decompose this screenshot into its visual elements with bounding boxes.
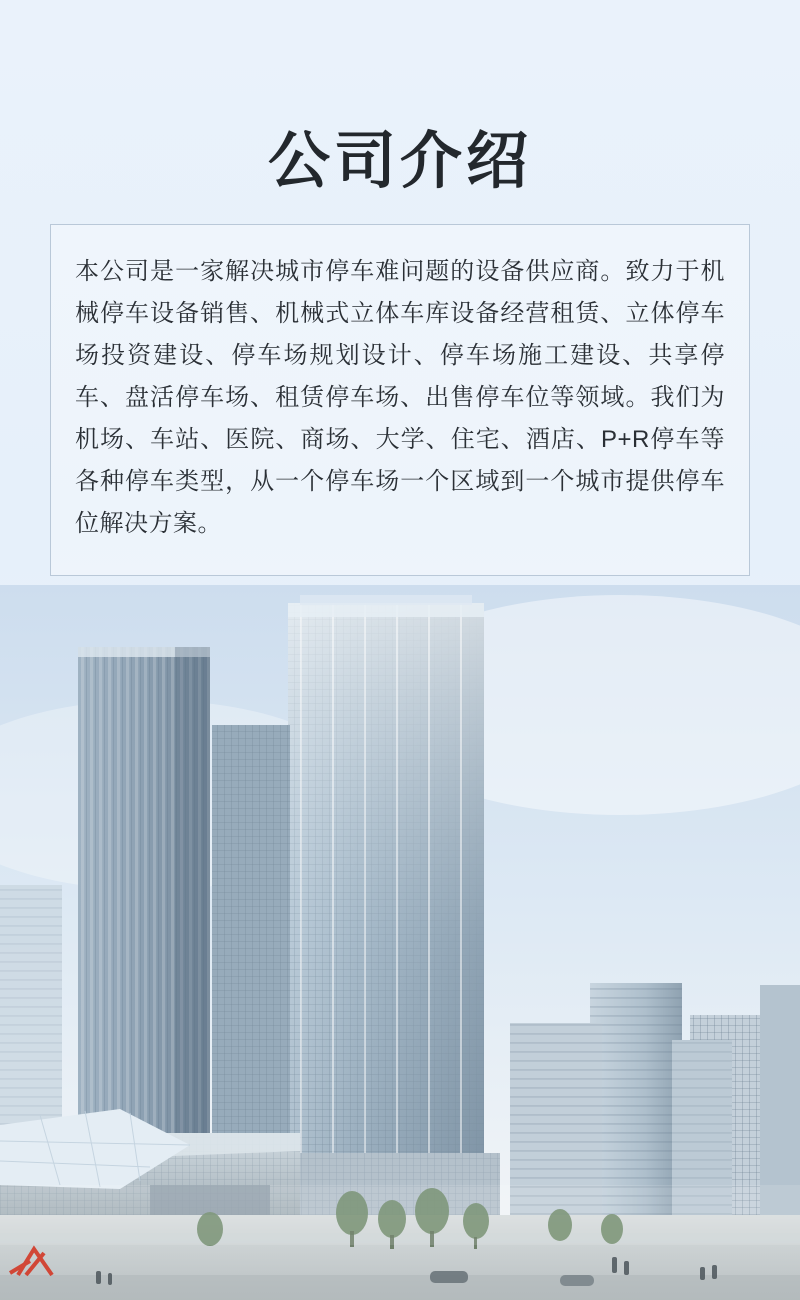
- company-intro-text: 本公司是一家解决城市停车难问题的设备供应商。致力于机械停车设备销售、机械式立体车库设备经营租赁、立体停车场投资建设、停车场规划设计、停车场施工建设、共享停车、盘活停车场、租赁停车场、出售停车位等领域。我们为机场、车站、医院、商场、大学、住宅、酒店、P+R停车等各种停车类型，从一个停车场一个区域到一个城市提供停车位解决方案。: [75, 258, 725, 537]
- building-photo-illustration: [0, 585, 800, 1300]
- company-intro-card: [50, 224, 750, 576]
- building-photo: [0, 585, 800, 1300]
- page-title-wrap: [0, 86, 800, 237]
- page-title: 公司介绍: [267, 126, 532, 196]
